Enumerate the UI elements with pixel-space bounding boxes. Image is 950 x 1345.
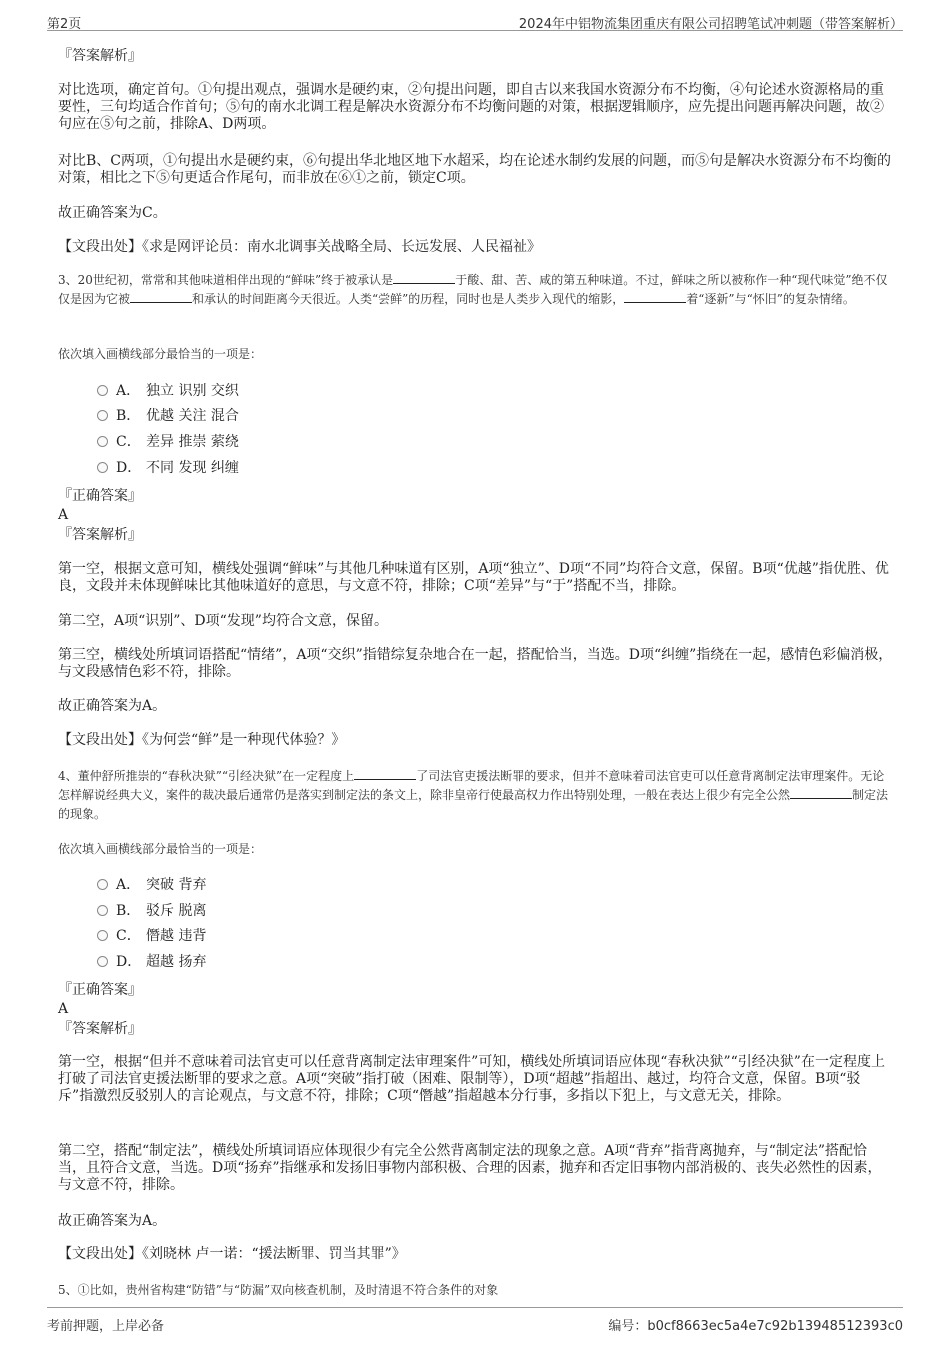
page-footer bbox=[47, 1307, 903, 1334]
option-d[interactable]: D． 超越 扬弃 bbox=[97, 954, 206, 971]
radio-icon[interactable] bbox=[97, 436, 108, 447]
radio-icon[interactable] bbox=[97, 410, 108, 421]
correct-answer-label: 『正确答案』 bbox=[58, 488, 142, 504]
source-citation: 【文段出处】《为何尝“鲜”是一种现代体验？》 bbox=[58, 732, 346, 748]
analysis-paragraph: 对比选项，确定首句。①句提出观点，强调水是硬约束，②句提出问题，即自古以来我国水资源分布不均衡，④句论述水资源格局的重要性，三句均适合作首句；⑤句的南水北调工程是解决水资源分布不均衡问题的对策，根据逻辑顺序，应先提出问题再解决问题，故②句应在⑤句之前，排除A、D两项。 bbox=[58, 82, 884, 132]
blank bbox=[790, 786, 852, 799]
radio-icon[interactable] bbox=[97, 930, 108, 941]
question-4-prompt: 依次填入画横线部分最恰当的一项是： bbox=[58, 842, 263, 856]
analysis-paragraph: 第一空，根据文意可知，横线处强调“鲜味”与其他几种味道有区别，A项“独立”、D项“不同”均符合文意，保留。B项“优越”指优胜、优良，文段并未体现鲜味比其他味道好的意思，与文意不符，排除；C项“差异”与“于”搭配不当，排除。 bbox=[58, 561, 889, 594]
radio-icon[interactable] bbox=[97, 879, 108, 890]
analysis-paragraph: 第三空，横线处所填词语搭配“情绪”，A项“交织”指错综复杂地合在一起，搭配恰当，当选。D项“纠缠”指绕在一起，感情色彩偏消极，与文段感情色彩不符，排除。 bbox=[58, 647, 893, 680]
analysis-label: 『答案解析』 bbox=[58, 1021, 142, 1037]
option-b[interactable]: B． 优越 关注 混合 bbox=[97, 408, 239, 425]
radio-icon[interactable] bbox=[97, 905, 108, 916]
source-citation: 【文段出处】《刘晓林 卢一诺：“援法断罪、罚当其罪”》 bbox=[58, 1246, 406, 1262]
option-a[interactable]: A． 独立 识别 交织 bbox=[97, 383, 239, 400]
answer-conclusion: 故正确答案为A。 bbox=[58, 698, 167, 714]
option-d[interactable]: D． 不同 发现 纠缠 bbox=[97, 460, 239, 477]
analysis-label: 『答案解析』 bbox=[58, 48, 142, 64]
option-a[interactable]: A． 突破 背弃 bbox=[97, 877, 206, 894]
option-c[interactable]: C． 僭越 违背 bbox=[97, 928, 206, 945]
blank bbox=[354, 767, 416, 780]
document-title: 2024年中铝物流集团重庆有限公司招聘笔试冲刺题（带答案解析） bbox=[518, 17, 903, 32]
question-5-stem: 5、①比如，贵州省构建“防错”与“防漏”双向核查机制，及时清退不符合条件的对象 bbox=[58, 1283, 499, 1297]
radio-icon[interactable] bbox=[97, 385, 108, 396]
correct-answer-label: 『正确答案』 bbox=[58, 982, 142, 998]
blank bbox=[624, 290, 686, 303]
option-b[interactable]: B． 驳斥 脱离 bbox=[97, 903, 206, 920]
question-4-stem: 4、董仲舒所推崇的“春秋决狱”“引经决狱”在一定程度上 了司法官吏援法断罪的要求，但并不意味着司法官吏可以任意背离制定法审理案件。无论怎样解说经典大义，案件的裁决最后通常仍是落实到制定法的条文上，除非皇帝行使最高权力作出特别处理，一般在表达上很少有完全公然 制定法的现象。 bbox=[58, 769, 889, 821]
question-3-stem: 3、20世纪初，常常和其他味道相伴出现的“鲜味”终于被承认是 于酸、甜、苦、咸的第五种味道。不过，鲜味之所以被称作一种“现代味觉”绝不仅仅是因为它被 和承认的时间距离今天很近。人类“尝鲜”的历程，同时也是人类步入现代的缩影， 着“逐新”与“怀旧”的复杂情绪。 bbox=[58, 273, 888, 306]
radio-icon[interactable] bbox=[97, 956, 108, 967]
radio-icon[interactable] bbox=[97, 462, 108, 473]
answer-conclusion: 故正确答案为C。 bbox=[58, 205, 167, 221]
analysis-paragraph: 第一空，根据“但并不意味着司法官吏可以任意背离制定法审理案件”可知，横线处所填词语应体现“春秋决狱”“引经决狱”在一定程度上打破了司法官吏援法断罪的要求之意。A项“突破”指打破（困难、限制等），D项“超越”指超出、越过，均符合文意，保留。B项“驳斥”指激烈反驳别人的言论观点，与文意不符，排除；C项“僭越”指超越本分行事，多指以下犯上，与文意无关，排除。 bbox=[58, 1054, 885, 1104]
analysis-paragraph: 第二空，A项“识别”、D项“发现”均符合文意，保留。 bbox=[58, 613, 388, 629]
document-code: 编号：b0cf8663ec5a4e7c92b13948512393c0 bbox=[608, 1319, 903, 1334]
page-header bbox=[47, 10, 903, 31]
analysis-paragraph: 对比B、C两项，①句提出水是硬约束，⑥句提出华北地区地下水超采，均在论述水制约发展的问题，而⑤句是解决水资源分布不均衡的对策，相比之下⑤句更适合作尾句，而非放在⑥①之前，锁定C项。 bbox=[58, 153, 891, 186]
blank bbox=[130, 290, 192, 303]
correct-answer: A bbox=[58, 1001, 69, 1017]
question-3-prompt: 依次填入画横线部分最恰当的一项是： bbox=[58, 347, 263, 361]
page-number: 第2页 bbox=[47, 17, 82, 32]
footer-slogan: 考前押题，上岸必备 bbox=[47, 1319, 165, 1334]
source-citation: 【文段出处】《求是网评论员：南水北调事关战略全局、长远发展、人民福祉》 bbox=[58, 239, 541, 255]
analysis-label: 『答案解析』 bbox=[58, 527, 142, 543]
correct-answer: A bbox=[58, 507, 69, 523]
analysis-paragraph: 第二空，搭配“制定法”，横线处所填词语应体现很少有完全公然背离制定法的现象之意。A项“背弃”指背离抛弃，与“制定法”搭配恰当，且符合文意，当选。D项“扬弃”指继承和发扬旧事物内部积极、合理的因素，抛弃和否定旧事物内部消极的、丧失必然性的因素，与文意不符，排除。 bbox=[58, 1143, 882, 1193]
blank bbox=[393, 271, 455, 284]
answer-conclusion: 故正确答案为A。 bbox=[58, 1213, 167, 1229]
option-c[interactable]: C． 差异 推崇 萦绕 bbox=[97, 434, 239, 451]
